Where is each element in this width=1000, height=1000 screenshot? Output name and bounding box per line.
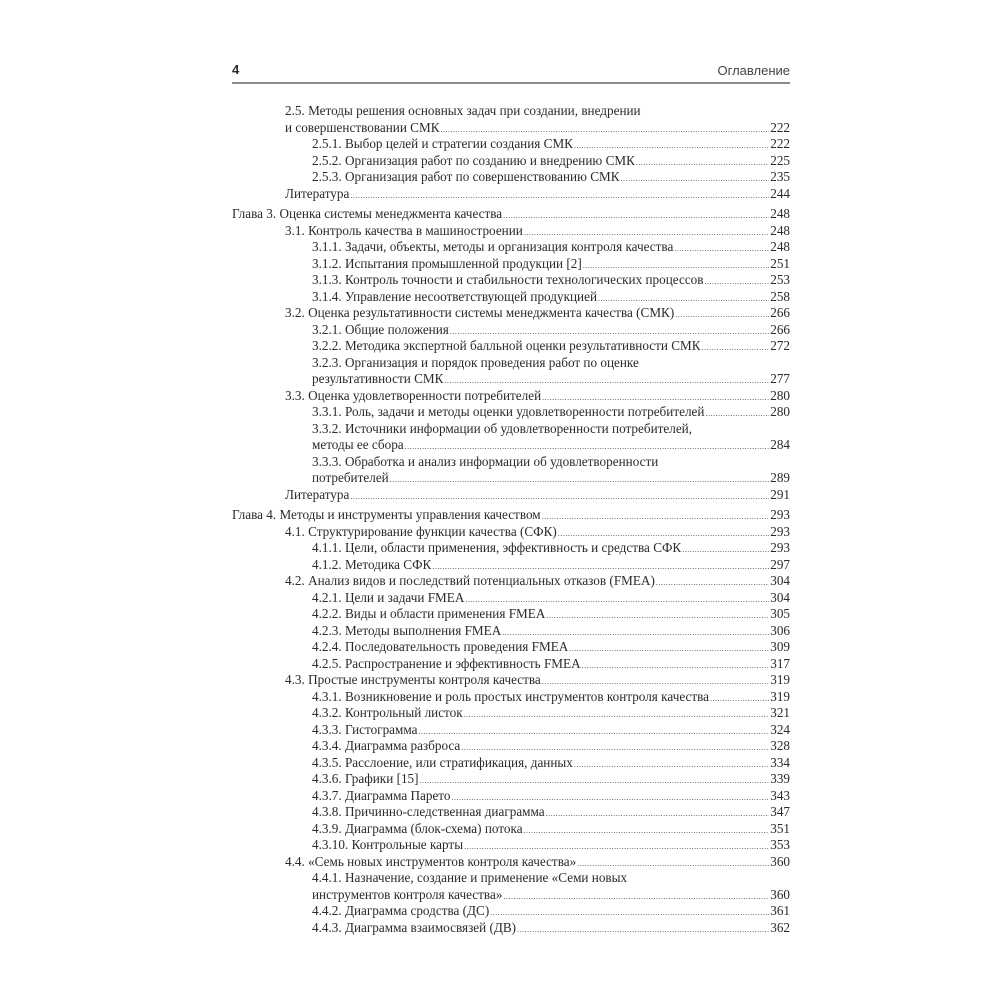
toc-entry-title: 3.1.4. Управление несоответствующей продукцией — [312, 288, 597, 304]
toc-entry — [232, 672, 790, 689]
toc-page-number: 258 — [770, 288, 790, 304]
toc-entry-title: 4.2.3. Методы выполнения FMEA — [312, 622, 502, 638]
toc-entry-line — [232, 454, 790, 471]
toc-entry-title: 3.1.3. Контроль точности и стабильности технологических процессов — [312, 272, 704, 287]
toc-entry — [232, 705, 790, 722]
toc-entry — [232, 788, 790, 805]
toc-entry — [232, 755, 790, 772]
toc-entry-title: 4.2. Анализ видов и последствий потенциальных отказов (FMEA) — [285, 573, 655, 588]
toc-entry-title: Литература — [285, 185, 350, 201]
toc-page-number: 291 — [770, 486, 790, 502]
toc-entry-title: 3.3.3. Обработка и анализ информации об удовлетворенности — [312, 453, 659, 469]
toc-entry — [232, 256, 790, 273]
toc-entry — [232, 771, 790, 788]
toc-entry-title: 4.3.6. Графики [15] — [312, 771, 419, 786]
toc-page-number: 266 — [770, 305, 790, 320]
toc-page-number: 225 — [770, 152, 790, 168]
page-number: 4 — [232, 62, 240, 77]
toc-entry-title: Глава 3. Оценка системы менеджмента качества — [232, 206, 503, 221]
toc-entry-title: 4.2.1. Цели и задачи FMEA — [312, 589, 465, 605]
toc-page-number: 353 — [770, 837, 790, 852]
toc-entry — [232, 639, 790, 656]
toc-entry-title: Глава 4. Методы и инструменты управления качеством — [232, 507, 541, 522]
toc-entry — [232, 239, 790, 256]
toc-entry — [232, 186, 790, 203]
toc-entry-title: 2.5.3. Организация работ по совершенствованию СМК — [312, 169, 620, 184]
toc-entry-title: 3.2.1. Общие положения — [312, 321, 449, 337]
toc-page-number: 253 — [770, 272, 790, 287]
toc-entry-title: 2.5.2. Организация работ по созданию и внедрению СМК — [312, 152, 635, 168]
toc-page-number: 334 — [770, 754, 790, 770]
toc-entry-title: 3.1.1. Задачи, объекты, методы и организация контроля качества — [312, 239, 674, 254]
toc-entry-title: 3.2.2. Методика экспертной балльной оценки результативности СМК — [312, 338, 701, 353]
dot-leader — [702, 338, 770, 357]
toc-page-number: 321 — [770, 705, 790, 720]
toc-entry — [232, 854, 790, 871]
toc-entry — [232, 322, 790, 339]
toc-entry — [232, 903, 790, 920]
toc-page-number: 347 — [770, 804, 790, 819]
toc-entry-line — [232, 355, 790, 372]
dot-leader — [350, 487, 769, 506]
toc-page-number: 361 — [770, 903, 790, 918]
toc-page-number: 324 — [770, 721, 790, 737]
toc-page-number: 305 — [770, 606, 790, 621]
toc-entry — [232, 524, 790, 541]
toc-entry — [232, 557, 790, 574]
toc-entry-title: 3.1. Контроль качества в машиностроении — [285, 222, 523, 238]
toc-entry-title: 4.2.5. Распространение и эффективность FMEA — [312, 655, 581, 671]
toc-entry — [232, 606, 790, 623]
toc-entry-line — [232, 870, 790, 887]
dot-leader — [705, 404, 769, 423]
toc-page-number: 284 — [770, 437, 790, 452]
toc-page-number: 248 — [770, 239, 790, 254]
toc-entry-title: 4.3. Простые инструменты контроля качества — [285, 672, 541, 687]
toc-entry — [232, 470, 790, 487]
toc-page-number: 362 — [770, 919, 790, 935]
toc-entry-title: 3.1.2. Испытания промышленной продукции [2] — [312, 255, 582, 271]
toc-page-number: 293 — [770, 540, 790, 555]
dot-leader — [517, 920, 769, 939]
toc-entry — [232, 573, 790, 590]
toc-entry-title-continued: инструментов контроля качества» — [312, 886, 503, 902]
toc-page-number: 317 — [770, 655, 790, 671]
toc-entry — [232, 223, 790, 240]
toc-page-number: 289 — [770, 470, 790, 485]
toc-entry — [232, 920, 790, 937]
toc-entry — [232, 887, 790, 904]
toc-page-number: 235 — [770, 169, 790, 184]
table-of-contents — [232, 103, 790, 936]
toc-page-number: 309 — [770, 639, 790, 654]
toc-entry-title: 4.4.2. Диаграмма сродства (ДС) — [312, 903, 490, 918]
toc-entry-title: 3.2.3. Организация и порядок проведения работ по оценке — [312, 354, 639, 370]
toc-entry — [232, 837, 790, 854]
toc-page-number: 222 — [770, 136, 790, 151]
toc-page-number: 297 — [770, 556, 790, 572]
toc-entry — [232, 371, 790, 388]
toc-page-number: 351 — [770, 820, 790, 836]
toc-entry — [232, 738, 790, 755]
toc-page-number: 222 — [770, 119, 790, 135]
toc-entry — [232, 404, 790, 421]
toc-entry-title: 4.3.3. Гистограмма — [312, 721, 418, 737]
toc-entry-title-continued: результативности СМК — [312, 371, 444, 386]
toc-entry-title: 4.3.4. Диаграмма разброса — [312, 738, 461, 753]
toc-entry-title: 4.1.2. Методика СФК — [312, 556, 432, 572]
toc-entry-title: 4.3.8. Причинно-следственная диаграмма — [312, 804, 545, 819]
toc-entry-title: 3.2. Оценка результативности системы менеджмента качества (СМК) — [285, 305, 675, 320]
toc-entry-title: 4.1.1. Цели, области применения, эффективность и средства СФК — [312, 540, 682, 555]
running-header — [232, 62, 790, 84]
toc-page-number: 293 — [770, 507, 790, 522]
toc-entry — [232, 722, 790, 739]
toc-entry-title: 4.4.1. Назначение, создание и применение «Семи новых — [312, 870, 628, 885]
toc-entry-title: 2.5.1. Выбор целей и стратегии создания СМК — [312, 136, 573, 151]
toc-entry-title: 4.4.3. Диаграмма взаимосвязей (ДВ) — [312, 919, 517, 935]
toc-page-number: 244 — [770, 185, 790, 201]
toc-page-number: 360 — [770, 886, 790, 902]
toc-entry-title: 4.4. «Семь новых инструментов контроля качества» — [285, 853, 577, 869]
toc-page-number: 251 — [770, 255, 790, 271]
toc-page-number: 272 — [770, 338, 790, 353]
dot-leader — [350, 186, 769, 205]
toc-chapter — [232, 206, 790, 223]
toc-page-number: 304 — [770, 589, 790, 605]
toc-entry — [232, 689, 790, 706]
toc-entry — [232, 540, 790, 557]
toc-entry-title-continued: и совершенствовании СМК — [285, 119, 440, 135]
toc-entry-title: 4.3.2. Контрольный листок — [312, 705, 463, 720]
toc-entry — [232, 169, 790, 186]
toc-page-number: 277 — [770, 371, 790, 386]
toc-entry — [232, 656, 790, 673]
toc-entry — [232, 305, 790, 322]
toc-entry — [232, 388, 790, 405]
toc-entry-title: 4.2.2. Виды и области применения FMEA — [312, 606, 546, 621]
toc-entry-title-continued: потребителей — [312, 470, 389, 485]
toc-page-number: 304 — [770, 573, 790, 588]
toc-page-number: 248 — [770, 222, 790, 238]
toc-entry — [232, 153, 790, 170]
toc-entry-title-continued: методы ее сбора — [312, 437, 404, 452]
toc-entry — [232, 272, 790, 289]
toc-entry — [232, 804, 790, 821]
toc-page-number: 293 — [770, 523, 790, 539]
toc-page-number: 248 — [770, 206, 790, 221]
toc-entry-title: 4.1. Структурирование функции качества (СФК) — [285, 523, 557, 539]
toc-entry-title: Литература — [285, 486, 350, 502]
toc-page-number: 319 — [770, 688, 790, 704]
toc-entry-title: 3.3.1. Роль, задачи и методы оценки удовлетворенности потребителей — [312, 404, 705, 419]
toc-entry-title: 4.3.5. Расслоение, или стратификация, данных — [312, 754, 573, 770]
toc-entry-title: 2.5. Методы решения основных задач при создании, внедрении — [285, 103, 641, 118]
toc-entry — [232, 590, 790, 607]
toc-page-number: 319 — [770, 672, 790, 687]
toc-entry — [232, 120, 790, 137]
toc-entry — [232, 437, 790, 454]
toc-entry-title: 3.3. Оценка удовлетворенности потребителей — [285, 387, 542, 403]
toc-entry — [232, 338, 790, 355]
toc-page-number: 266 — [770, 321, 790, 337]
toc-page-number: 306 — [770, 622, 790, 638]
toc-entry — [232, 289, 790, 306]
toc-page-number: 360 — [770, 853, 790, 869]
toc-entry-title: 4.2.4. Последовательность проведения FMEA — [312, 639, 569, 654]
toc-entry-title: 4.3.9. Диаграмма (блок-схема) потока — [312, 820, 523, 836]
toc-page-number: 339 — [770, 771, 790, 786]
toc-entry-line — [232, 421, 790, 438]
toc-entry-title: 4.3.10. Контрольные карты — [312, 837, 464, 852]
toc-entry — [232, 487, 790, 504]
toc-entry — [232, 623, 790, 640]
toc-page-number: 343 — [770, 787, 790, 803]
toc-chapter — [232, 507, 790, 524]
toc-entry-title: 4.3.7. Диаграмма Парето — [312, 787, 451, 803]
toc-entry-title: 4.3.1. Возникновение и роль простых инструментов контроля качества — [312, 688, 710, 704]
toc-entry — [232, 821, 790, 838]
toc-entry — [232, 136, 790, 153]
toc-page-number: 280 — [770, 404, 790, 419]
toc-page-number: 280 — [770, 387, 790, 403]
toc-entry-line — [232, 103, 790, 120]
running-title: Оглавление — [717, 63, 790, 78]
toc-entry-title: 3.3.2. Источники информации об удовлетворенности потребителей, — [312, 420, 693, 436]
toc-page-number: 328 — [770, 738, 790, 753]
